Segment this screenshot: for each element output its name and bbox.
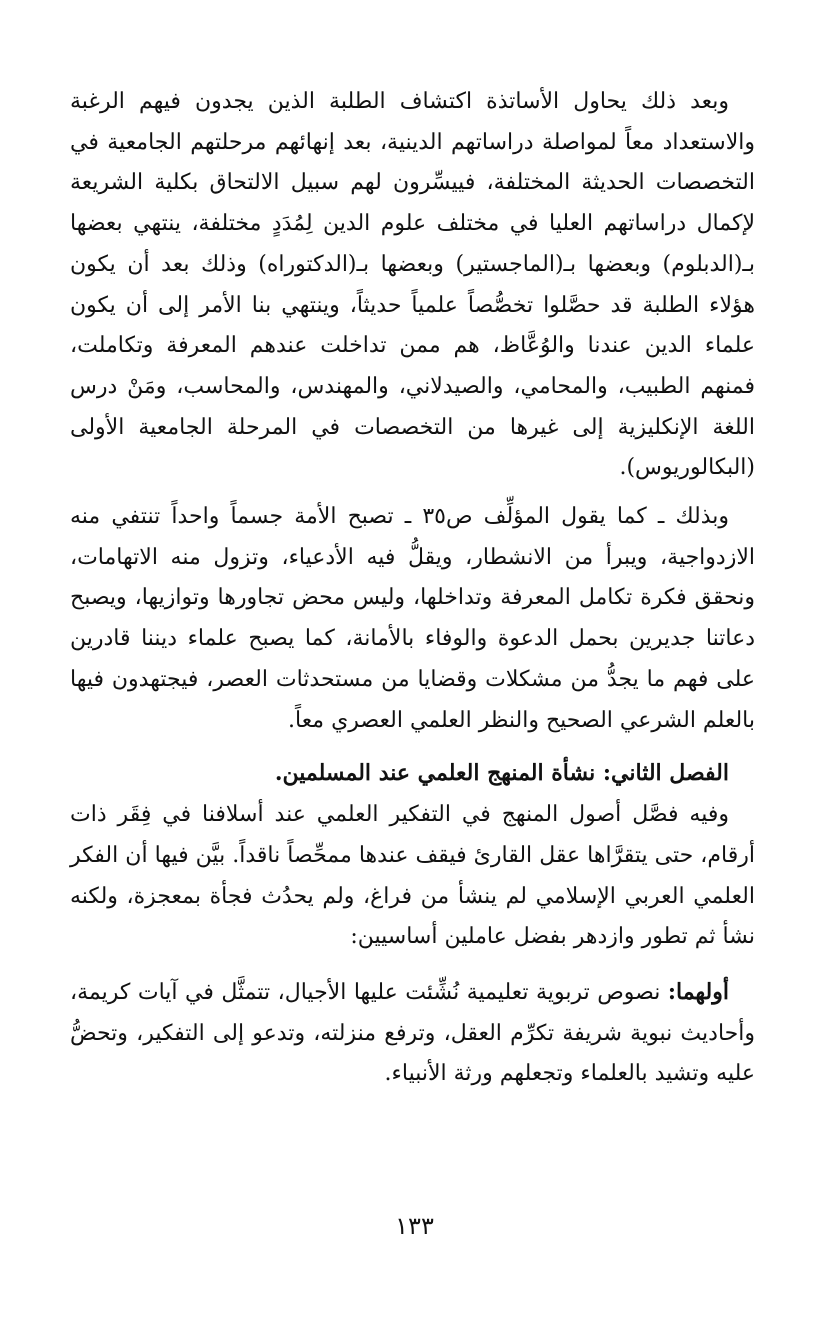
first-factor-label: أولهما: (667, 979, 729, 1006)
page-body (70, 82, 755, 1095)
first-factor-text: نصوص تربوية تعليمية نُشِّئت عليها الأجيال، تتمثَّل في آيات كريمة، وأحاديث نبوية شريفة تكرِّم العقل، وترفع منزلته، وتدعو إلى التفكير، وتحضُّ عليه وتشيد بالعلماء وتجعلهم ورثة الأنبياء. (70, 980, 755, 1087)
chapter-heading: الفصل الثاني: نشأة المنهج العلمي عند المسلمين. (274, 760, 729, 787)
paragraph-graduate-studies: وبعد ذلك يحاول الأساتذة اكتشاف الطلبة الذين يجدون فيهم الرغبة والاستعداد معاً لمواصلة دراساتهم الدينية، بعد إنهائهم مرحلتهم الجامعية في التخصصات الحديثة المختلفة، فييسِّرون لهم سبيل الالتحاق بكلية الشريعة لإكمال دراساتهم العليا في مختلف علوم الدين لِمُدَدٍ مختلفة، ينتهي بعضها بـ(الدبلوم) وبعضها بـ(الماجستير) وبعضها بـ(الدكتوراه) وذلك بعد أن يكون هؤلاء الطلبة قد حصَّلوا تخصُّصاً علمياً حديثاً، وينتهي بنا الأمر إلى أن يكون علماء الدين عندنا والوُعَّاظ، هم ممن تداخلت عندهم المعرفة وتكاملت، فمنهم الطبيب، والمحامي، والصيدلاني، والمهندس، والمحاسب، ومَنْ درس اللغة الإنكليزية إلى غيرها من التخصصات في المرحلة الجامعية الأولى (البكالوريوس). (70, 89, 755, 481)
page-number: ١٣٣ (395, 1212, 434, 1240)
paragraph-unified-nation: وبذلك ـ كما يقول المؤلِّف ص٣٥ ـ تصبح الأمة جسماً واحداً تنتفي منه الازدواجية، ويبرأ من الانشطار، ويقلُّ فيه الأدعياء، وتزول منه الاتهامات، ونحقق فكرة تكامل المعرفة وتداخلها، وليس محض تجاورها وتوازيها، ويصبح دعاتنا جديرين بحمل الدعوة والوفاء بالأمانة، كما يصبح علماء ديننا قادرين على فهم ما يجدُّ من مشكلات وقضايا من مستحدثات العصر، فيجتهدون فيها بالعلم الشرعي الصحيح والنظر العلمي العصري معاً. (70, 504, 755, 733)
paragraph-scientific-method: وفيه فصَّل أصول المنهج في التفكير العلمي عند أسلافنا في فِقَر ذات أرقام، حتى يتقرَّاها عقل القارئ فيقف عندها ممحِّصاً ناقداً. بيَّن فيها أن الفكر العلمي العربي الإسلامي لم ينشأ من فراغ، ولم يحدُث فجأة بمعجزة، ولكنه نشأ ثم تطور وازدهر بفضل عاملين أساسيين: (70, 802, 755, 950)
paragraph-first-factor (70, 972, 755, 1095)
